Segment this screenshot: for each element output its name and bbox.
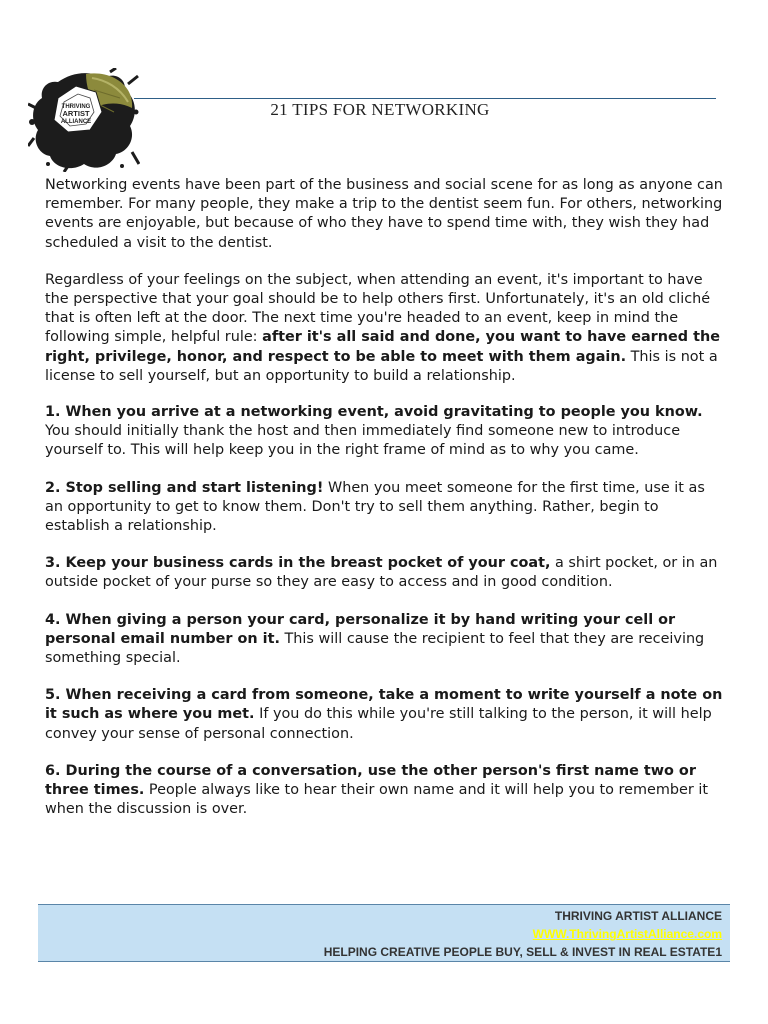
tip-text: a shirt pocket, or in an outside pocket of your purse so they are easy to access and in good condition. xyxy=(45,555,718,591)
tip-text: When you meet someone for the first time, use it as an opportunity to get to know them. Don't try to sell them anything. Rather, begin to establish a relationship. xyxy=(45,479,705,535)
tip-text: If you do this while you're still talking to the person, it will help convey your sense of personal connection. xyxy=(45,706,712,742)
intro-paragraph-rule xyxy=(45,271,725,386)
tip-text: This will cause the recipient to feel that they are receiving something special. xyxy=(45,630,705,667)
svg-text:ARTIST: ARTIST xyxy=(62,109,90,118)
tip-heading: When giving a person your card, personalize it by hand writing your cell or personal email number on it. xyxy=(45,611,676,647)
logo-splash-icon xyxy=(28,68,140,172)
tip-heading: During the course of a conversation, use the other person's first name two or three times. xyxy=(45,762,696,799)
svg-text:THRIVING: THRIVING xyxy=(61,104,91,110)
tip-number: 1. xyxy=(45,404,66,421)
svg-text:ALLIANCE: ALLIANCE xyxy=(60,119,92,125)
page-title: 21 TIPS FOR NETWORKING xyxy=(270,100,490,119)
tip-1 xyxy=(45,403,725,461)
intro-text-end: This is not a license to sell yourself, but an opportunity to build a relationship. xyxy=(45,348,718,384)
intro-text: Regardless of your feelings on the subject, when attending an event, it's important to have the perspective that your goal should be to help others first. Unfortunately, it's an old cliché that is often left at the door. The next time you're headed to an event, keep in mind the following simple, helpful rule: xyxy=(45,271,711,346)
tip-number: 2. xyxy=(45,479,66,496)
tip-4 xyxy=(45,611,725,669)
tip-text: You should initially thank the host and then immediately find someone new to introduce yourself to. This will help keep you in the right frame of mind as to why you came. xyxy=(45,423,681,459)
tip-number: 5. xyxy=(45,687,66,704)
tip-number: 6. xyxy=(45,762,66,779)
tip-heading: When you arrive at a networking event, avoid gravitating to people you know. xyxy=(65,404,703,421)
tip-number: 4. xyxy=(45,611,66,628)
tip-6 xyxy=(45,762,725,820)
footer-tagline: HELPING CREATIVE PEOPLE BUY, SELL & INVEST IN REAL ESTATE1 xyxy=(323,945,722,959)
footer-website-link[interactable]: WWW.ThrivingArtistAlliance.com xyxy=(532,927,722,941)
header-rule xyxy=(134,98,716,99)
intro-paragraph: Networking events have been part of the business and social scene for as long as anyone can remember. For many people, they make a trip to the dentist seem fun. For others, networking events are enjoyable, but because of who they have to spend time with, they wish they had scheduled a visit to the dentist. xyxy=(45,177,723,251)
intro-rule-bold: after it's all said and done, you want to have earned the right, privilege, honor, and respect to be able to meet with them again. xyxy=(45,329,720,365)
tip-heading: When receiving a card from someone, take a moment to write yourself a note on it such as where you met. xyxy=(45,687,723,723)
tip-heading: Stop selling and start listening! xyxy=(65,479,324,496)
tip-number: 3. xyxy=(45,555,66,572)
tip-5 xyxy=(45,686,725,744)
tip-heading: Keep your business cards in the breast pocket of your coat, xyxy=(65,555,551,572)
tip-3 xyxy=(45,554,725,592)
footer-band xyxy=(38,904,730,962)
thriving-artist-alliance-logo xyxy=(28,68,140,172)
tip-text: People always like to hear their own name and it will help you to remember it when the discussion is over. xyxy=(45,782,709,818)
footer-org-name: THRIVING ARTIST ALLIANCE xyxy=(554,909,722,923)
article-body xyxy=(45,176,725,837)
tip-2 xyxy=(45,479,725,537)
